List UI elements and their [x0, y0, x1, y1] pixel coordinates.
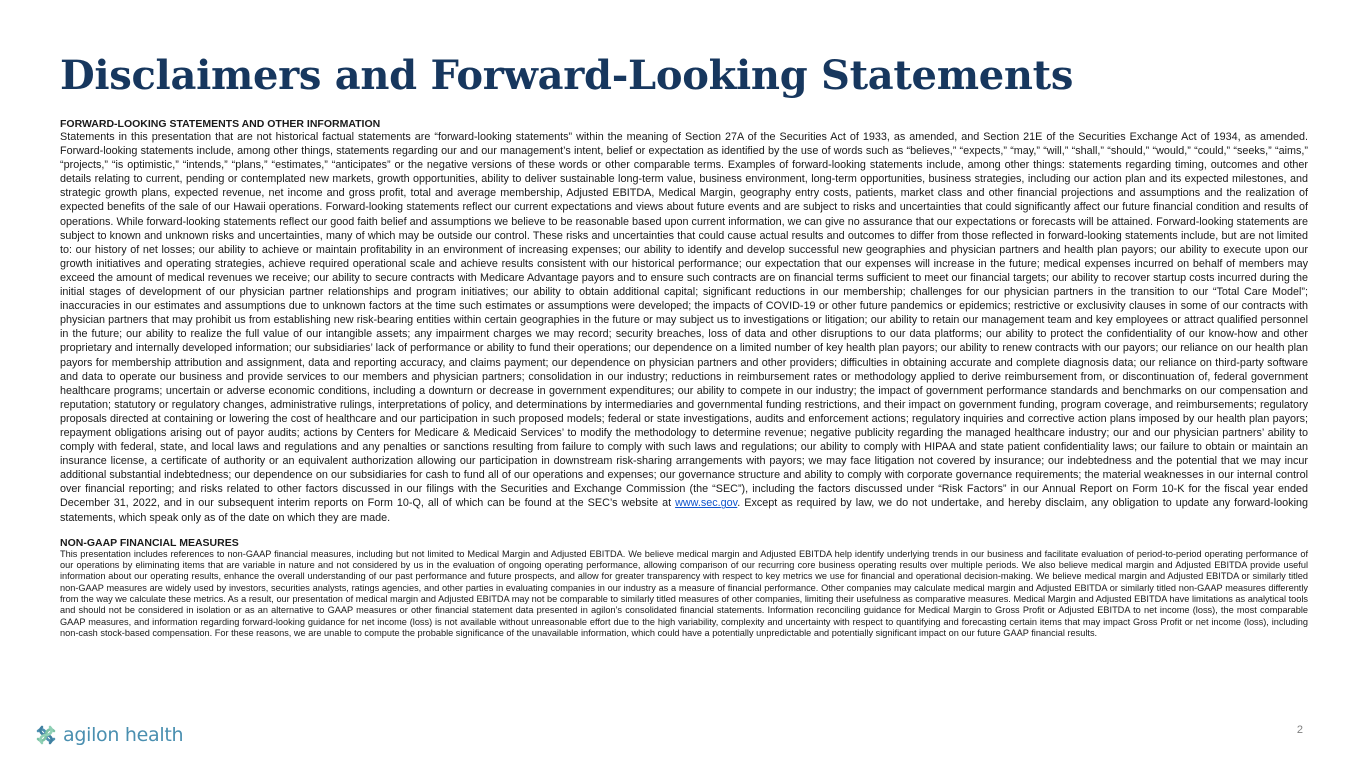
agilon-knot-icon [34, 723, 58, 747]
sec-website-link[interactable]: www.sec.gov [675, 497, 738, 510]
logo-wordmark: agilon health [63, 724, 184, 746]
section-spacer [60, 525, 1308, 537]
page-title: Disclaimers and Forward-Looking Statements [60, 52, 1074, 99]
disclaimer-body [60, 118, 1308, 639]
non-gaap-paragraph: This presentation includes references to non-GAAP financial measures, including but not limited to Medical Margin and Adjusted EBITDA. We believe medical margin and Adjusted EBITDA help identify underlying trends in our business and facilitate evaluation of period-to-period operating performance of our operations by eliminating items that are variable in nature and not considered by us in the evaluation of ongoing operating performance, allowing comparison of our recurring core business operating results over multiple periods. We also believe medical margin and Adjusted EBITDA provide useful information about our operating results, enhance the overall understanding of our past performance and future prospects, and allow for greater transparency with respect to key metrics we use for financial and operational decision-making. We believe medical margin and Adjusted EBITDA or similarly titled non-GAAP measures are widely used by investors, securities analysts, ratings agencies, and other parties in evaluating companies in our industry as a measure of financial performance. Other companies may calculate medical margin and Adjusted EBITDA or similarly titled non-GAAP measures differently from the way we calculate these metrics. As a result, our presentation of medical margin and Adjusted EBITDA may not be comparable to similarly titled measures of other companies, limiting their usefulness as comparative measures. Medical Margin and Adjusted EBITDA have limitations as analytical tools and should not be considered in isolation or as an alternative to GAAP measures or other financial statement data presented in agilon’s consolidated financial statements. Information reconciling guidance for Medical Margin to Gross Profit or Adjusted EBITDA to net income (loss), the most comparable GAAP measures, and information regarding forward-looking guidance for net income (loss) is not available without unreasonable effort due to the high variability, complexity and uncertainty with respect to quantifying and forecasting certain items that may impact Gross Profit or net income (loss), including non-cash stock-based compensation. For these reasons, we are unable to compute the probable significance of the unavailable information, which could have a potentially unpredictable and potentially significant impact on our future GAAP financial results. [60, 548, 1308, 639]
forward-looking-heading: FORWARD-LOOKING STATEMENTS AND OTHER INFORMATION [60, 118, 381, 130]
forward-looking-text-start: Statements in this presentation that are not historical factual statements are “forward-looking statements” within the meaning of Section 27A of the Securities Act of 1933, as amended, and Section 21E of the Securities Exchange Act of 1934, as amended. Forward-looking statements include, among other things, statements regarding our and our management’s intent, belief or expectation as identified by the use of words such as “believes,” “expects,” “may,” “will,” “shall,” “should,” “would,” “could,” “seeks,” “aims,” “projects,” “is optimistic,” “intends,” “plans,” “estimates,” “anticipates” or the negative versions of these words or other comparable terms. Examples of forward-looking statements include, among other things: statements regarding timing, outcomes and other details relating to current, pending or contemplated new markets, growth opportunities, ability to deliver sustainable long-term value, business environment, long-term opportunities, business strategies, including our action plan and its expected milestones, and strategic growth plans, expected revenue, net income and gross profit, total and average membership, Adjusted EBITDA, Medical Margin, geography entry costs, patients, market class and other financial projections and assumptions and the realization of expected benefits of the sale of our Hawaii operations. Forward-looking statements reflect our current expectations and views about future events and are subject to risks and uncertainties that could significantly affect our future financial condition and results of operations. While forward-looking statements reflect our good faith belief and assumptions we believe to be reasonable based upon current information, we can give no assurance that our expectations or forecasts will be attained. Forward-looking statements are subject to known and unknown risks and uncertainties, many of which may be outside our control. These risks and uncertainties that could cause actual results and outcomes to differ from those reflected in forward-looking statements include, but are not limited to: our history of net losses; our ability to achieve or maintain profitability in an environment of increasing expenses; our ability to identify and develop successful new geographies and physician partners and health plan payors; our ability to execute upon our growth initiatives and operating strategies, achieve required operational scale and achieve results consistent with our historical performance; our expectation that our expenses will increase in the future; medical expenses incurred on behalf of members may exceed the amount of medical revenues we receive; our ability to secure contracts with Medicare Advantage payors and to ensure such contracts are on financial terms sufficient to meet our financial targets; our ability to recover startup costs incurred during the initial stages of development of our physician partner relationships and program initiatives; our ability to obtain additional capital; significant reductions in our membership; challenges for our physician partners in the transition to our “Total Care Model”; inaccuracies in our estimates and assumptions due to unknown factors at the time such estimates or assumptions were developed; the impacts of COVID-19 or other future pandemics or epidemics; restrictive or exclusivity clauses in some of our contracts with physician partners that may prohibit us from establishing new risk-bearing entities within certain geographies in the future or may subject us to investigations or litigation; our ability to retain our management team and key employees or attract qualified personnel in the future; our ability to realize the full value of our intangible assets; any impairment charges we may record; security breaches, loss of data and other disruptions to our data platforms; our ability to protect the confidentiality of our know-how and other proprietary and internally developed information; our subsidiaries’ lack of performance or ability to fund their operations; our dependence on a limited number of key health plan payors; our ability to renew contracts with our payors; our reliance on our health plan payors for membership attribution and assignment, data and reporting accuracy, and claims payment; our dependence on physician partners and other providers; difficulties in obtaining accurate and complete diagnosis data; our reliance on third-party software and data to operate our business and provide services to our members and physician partners; consolidation in our industry; reductions in reimbursement rates or methodology applied to derive reimbursement from, or discontinuation of, federal government healthcare programs; uncertain or adverse economic conditions, including a downturn or decrease in government expenditures; our ability to compete in our industry; the impact of government performance standards and benchmarks on our compensation and reputation; statutory or regulatory changes, administrative rulings, interpretations of policy, and determinations by intermediaries and governmental funding restrictions, and their impact on government funding, program coverage, and reimbursements; regulatory proposals directed at containing or lowering the cost of healthcare and our participation in such proposed models; federal or state investigations, audits and enforcement actions; regulatory inquiries and corrective action plans imposed by our health plan payors; repayment obligations arising out of payor audits; actions by Centers for Medicare & Medicaid Services’ to modify the methodology to determine revenue; negative publicity regarding the managed healthcare industry; our and our physician partners’ ability to comply with federal, state, and local laws and regulations and any penalties or sanctions resulting from failure to comply with such laws and regulations; our ability to comply with HIPAA and state patient confidentiality laws; our failure to obtain or maintain an insurance license, a certificate of authority or an equivalent authorization allowing our participation in downstream risk-sharing arrangements with payors; we may face litigation not covered by insurance; our indebtedness and the potential that we may incur additional substantial indebtedness; our dependence on our subsidiaries for cash to fund all of our operations and expenses; our governance structure and ability to comply with corporate governance requirements; the material weaknesses in our internal control over financial reporting; and risks related to other factors discussed in our filings with the Securities and Exchange Commission (the “SEC”), including the factors discussed under “Risk Factors” in our Annual Report on Form 10-K for the fiscal year ended December 31, 2022, and in our subsequent interim reports on Form 10-Q, all of which can be found at the SEC’s website at [60, 131, 1308, 510]
agilon-health-logo [34, 722, 183, 748]
page-number: 2 [1296, 724, 1303, 736]
forward-looking-paragraph [60, 130, 1308, 525]
non-gaap-heading: NON-GAAP FINANCIAL MEASURES [60, 536, 239, 549]
forward-looking-text-end: . Except as required by law, we do not undertake, and hereby disclaim, any obligation to update any forward-looking statements, which speak only as of the date on which they are made. [60, 497, 1308, 524]
